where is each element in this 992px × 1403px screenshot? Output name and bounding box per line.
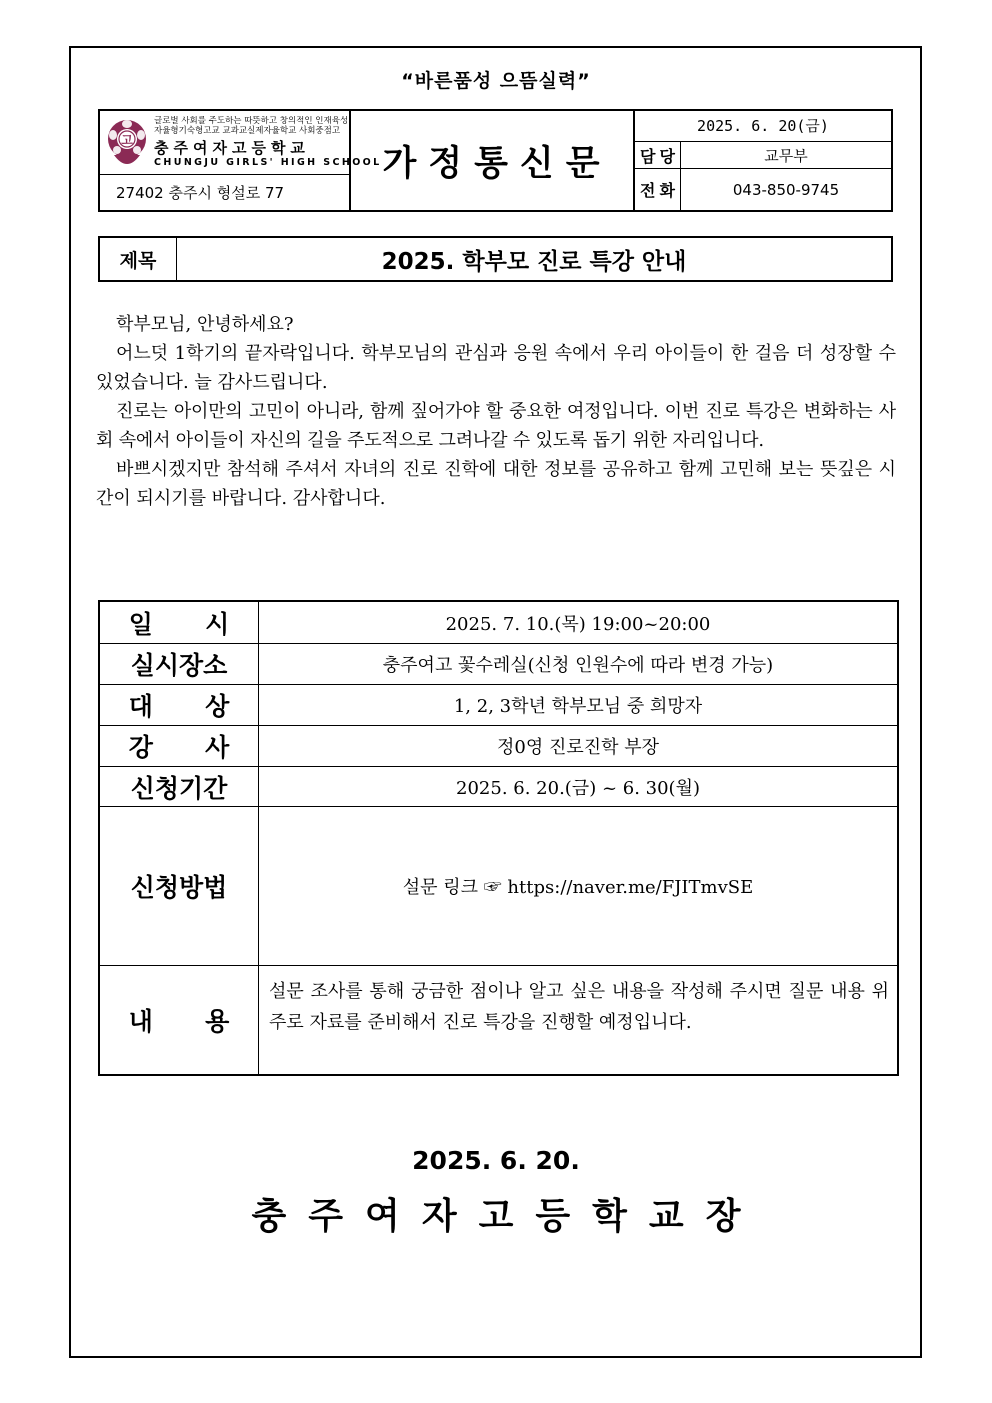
- row-value-target: 1, 2, 3학년 학부모님 중 희망자: [453, 696, 703, 717]
- school-info-cell: [100, 111, 382, 210]
- table-row: [100, 685, 897, 726]
- school-address: 27402 충주시 형설로 77: [116, 184, 285, 202]
- issue-date: 2025. 6. 20(금): [635, 111, 891, 142]
- school-emblem-icon: [106, 117, 148, 169]
- row-value-method: 설문 링크 ☞ https://naver.me/FJITmvSE: [402, 877, 754, 898]
- subject-title: 2025. 학부모 진로 특강 안내: [381, 248, 687, 275]
- table-row: [100, 602, 897, 644]
- subject-bar: [98, 236, 893, 282]
- school-name-korean: 충주여자고등학교: [154, 139, 310, 157]
- event-info-table: [98, 600, 899, 1076]
- table-row: [100, 966, 897, 1074]
- document-title: 가정통신문: [351, 111, 635, 210]
- department-label: 담당: [635, 142, 681, 168]
- department-value: 교무부: [764, 146, 808, 165]
- row-label-method: 신청방법: [100, 807, 259, 965]
- body-paragraph-3: 바쁘시겠지만 참석해 주셔서 자녀의 진로 진학에 대한 정보를 공유하고 함께 고민해 보는 뜻깊은 시간이 되시기를 바랍니다. 감사합니다.: [96, 459, 896, 509]
- row-value-content: 설문 조사를 통해 궁금한 점이나 알고 싶은 내용을 작성해 주시면 질문 내용 위주로 자료를 준비해서 진로 특강을 진행할 예정입니다.: [269, 981, 889, 1033]
- table-row: [100, 767, 897, 807]
- body-paragraph-1: 어느덧 1학기의 끝자락입니다. 학부모님의 관심과 응원 속에서 우리 아이들이 한 걸음 더 성장할 수 있었습니다. 늘 감사드립니다.: [96, 343, 896, 393]
- school-name-english: CHUNGJU GIRLS' HIGH SCHOOL: [154, 157, 382, 168]
- table-row: [100, 726, 897, 767]
- row-label-period: 신청기간: [100, 767, 259, 806]
- greeting-paragraph: 학부모님, 안녕하세요?: [116, 314, 294, 335]
- slogan-line-2: 자율형기숙형고교 교과교실제자율학교 사회중점고: [154, 126, 341, 136]
- row-value-datetime: 2025. 7. 10.(목) 19:00~20:00: [445, 613, 711, 635]
- phone-row: [635, 169, 891, 210]
- emblem-char: 고: [121, 133, 133, 147]
- contact-info-cell: [635, 111, 891, 210]
- table-row: [100, 644, 897, 685]
- letterhead: [98, 109, 893, 212]
- row-label-datetime: 일 시: [100, 602, 259, 643]
- row-value-venue: 충주여고 꽃수레실(신청 인원수에 따라 변경 가능): [382, 655, 774, 676]
- closing-date: 2025. 6. 20.: [412, 1146, 580, 1175]
- row-value-period: 2025. 6. 20.(금) ~ 6. 30(월): [456, 777, 700, 799]
- row-label-lecturer: 강 사: [100, 726, 259, 766]
- school-slogan: [154, 116, 348, 136]
- row-label-content: 내 용: [100, 966, 259, 1074]
- phone-value: 043-850-9745: [732, 180, 840, 199]
- letter-body: [96, 310, 896, 513]
- school-motto: “바른품성 으뜸실력”: [401, 70, 591, 92]
- row-value-lecturer: 정0영 진로진학 부장: [497, 737, 659, 758]
- department-row: [635, 142, 891, 169]
- signatory: 충주여자고등학교장: [251, 1196, 763, 1237]
- table-row: [100, 807, 897, 966]
- row-label-venue: 실시장소: [100, 644, 259, 684]
- body-paragraph-2: 진로는 아이만의 고민이 아니라, 함께 짚어가야 할 중요한 여정입니다. 이번 진로 특강은 변화하는 사회 속에서 아이들이 자신의 길을 주도적으로 그려나갈 수 있도록 돕기 위한 자리입니다.: [96, 401, 896, 451]
- row-label-target: 대 상: [100, 685, 259, 725]
- school-logo-block: [100, 111, 382, 175]
- phone-label: 전화: [635, 169, 681, 210]
- subject-label: 제목: [100, 238, 177, 280]
- slogan-line-1: 글로벌 사회를 주도하는 따뜻하고 창의적인 인재육성: [154, 116, 348, 126]
